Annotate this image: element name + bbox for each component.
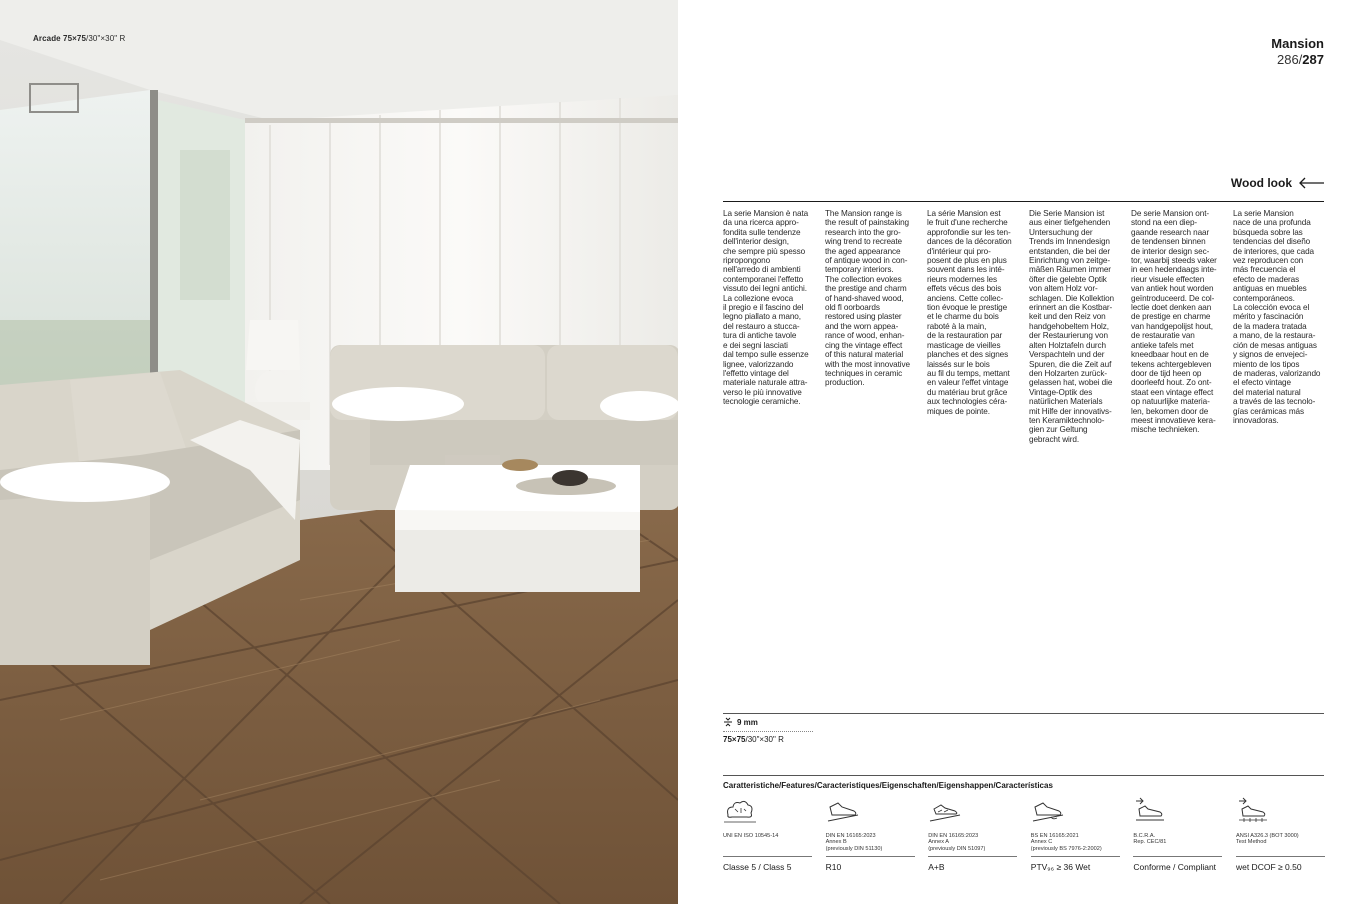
feature-rule — [1133, 856, 1222, 857]
feature-barefoot-slip — [928, 795, 1017, 875]
photo-caption — [33, 34, 125, 43]
feature-value: Classe 5 / Class 5 — [723, 862, 792, 872]
feature-rule — [723, 856, 812, 857]
description-es: La serie Mansion nace de una profunda búsqueda sobre las tendencias del diseño de interiores, que cada vez reproducen con más frecuencia el efecto de maderas antiguas en muebles contemporáneos. La colección evoca el mérito y fascinación de la madera tratada a mano, de la restaura- ción de mesas antiguas y signos de envejeci- miento de los tipos de maderas, valorizando el efecto vintage del material natural a través de las tecnolo- gías cerámicas más innovadoras. — [1233, 209, 1321, 425]
size-rest: /30"×30" R — [745, 735, 784, 744]
feature-value: PTV₉₆ ≥ 36 Wet — [1030, 862, 1091, 872]
shoe-slip-icon — [826, 795, 860, 825]
thickness-value: 9 mm — [737, 717, 758, 727]
feature-standard: B.C.R.A. Rep. CEC/81 — [1133, 833, 1167, 846]
feature-standard: UNI EN ISO 10545-14 — [723, 833, 779, 839]
barefoot-slip-icon — [928, 795, 962, 825]
feature-shoe-slip — [826, 795, 915, 875]
thickness-icon — [723, 717, 733, 727]
description-it: La serie Mansion è nata da una ricerca appro- fondita sulle tendenze dell'interior design, che sempre più spesso ripropongono nell'arredo di ambienti contemporanei l'effetto vissuto dei legni antichi. La collezione evoca il pregio e il fascino del legno piallato a mano, del restauro a stucca- tura di antiche tavole e dei segni lasciati dal tempo sulle essenze lignee, valorizzando l'effetto vintage del materiale naturale attra- verso le più innovative tecnologie ceramiche. — [723, 209, 809, 407]
feature-standard: BS EN 16165:2021 Annex C (previously BS 7976-2:2002) — [1030, 833, 1102, 852]
page-numbers — [1271, 52, 1324, 67]
feature-standard: DIN EN 16165:2023 Annex A (previously DIN 51097) — [928, 833, 986, 852]
brand-block — [1271, 36, 1324, 67]
features-title: Caratteristiche/Features/Caracteristiques/Eigenschaften/Eigenshappen/Características — [723, 781, 1053, 790]
dcof-shoe-icon — [1236, 795, 1270, 825]
dotted-divider — [723, 731, 813, 732]
feature-rule — [1031, 856, 1120, 857]
description-nl: De serie Mansion ont- stond na een diep- gaande research naar de tendensen binnen de interior design sec- tor, waarbij steeds vaker in een hedendaags inte- rieur visuele effecten van antiek hout worden geïntroduceerd. De col- lectie doet denken aan de prestige en charme van handgepolijst hout, de restauratie van antieke tafels met kneedbaar hout en de tekens achtergebleven door de tijd heen op doorleefd hout. Zo ont- staat een vintage effect op natuurlijke materia- len, bekomen door de meest innovatieve kera- mische technieken. — [1131, 209, 1217, 435]
feature-standard: ANSI A326.3 (BOT 3000) Test Method — [1235, 833, 1299, 846]
feature-value: Conforme / Compliant — [1133, 862, 1217, 872]
description-en: The Mansion range is the result of painstaking research into the gro- wing trend to recreate the aged appearance of antique wood in con- temporary interiors. The collection evokes the prestige and charm of hand-shaved wood, old fl oorboards restored using plaster and the worn appea- rance of wood, enhan- cing the vintage effect of this natural material with the most innovative techniques in ceramic production. — [825, 209, 910, 388]
page-right-number: 287 — [1302, 52, 1324, 67]
arrow-left-icon — [1298, 177, 1324, 189]
right-page — [678, 0, 1356, 904]
feature-rule — [928, 856, 1017, 857]
size-spec — [723, 735, 784, 744]
bcra-shoe-icon — [1133, 795, 1167, 825]
feature-dcof — [1236, 795, 1325, 875]
feature-standard: DIN EN 16165:2023 Annex B (previously DIN 51130) — [825, 833, 883, 852]
features-rule — [723, 775, 1324, 776]
section-header — [1231, 176, 1324, 190]
feature-rule — [826, 856, 915, 857]
feature-value: R10 — [825, 862, 842, 872]
header-rule — [723, 201, 1324, 202]
description-de: Die Serie Mansion ist aus einer tiefgehenden Untersuchung der Trends im Innendesign entstanden, die bei der Einrichtung von zeitge- mäßen Räumen immer öfter die gelebte Optik von altem Holz vor- schlagen. Die Kollektion erinnert an die Kostbar- keit und den Reiz von handgehobeltem Holz, der Restaurierung von alten Holztafeln durch Verspachteln und der Spuren, die die Zeit auf den Holzarten zurück- gelassen hat, wobei die Vintage-Optik des natürlichen Materials mit Hilfe der innovativs- ten Keramiktechnolo- gien zur Geltung gebracht wird. — [1029, 209, 1114, 444]
specs-rule — [723, 713, 1324, 714]
description-columns — [723, 209, 1325, 444]
feature-bcra — [1133, 795, 1222, 875]
page-left: 286/ — [1276, 52, 1303, 67]
feature-value: wet DCOF ≥ 0.50 — [1235, 862, 1302, 872]
description-fr: La série Mansion est le fruit d'une recherche approfondie sur les ten- dances de la décoration d'intérieur qui pro- posent de plus en plus souvent dans les inté- rieurs modernes les effets vécus des bois anciens. Cette collec- tion évoque le prestige et le charme du bois raboté à la main, de la restauration par masticage de vieilles planches et des signes laissés sur le bois au fil du temps, mettant en valeur l'effet vintage du matériau brut grâce aux technologies céra- miques de pointe. — [927, 209, 1012, 416]
collection-title: Mansion — [1271, 36, 1324, 51]
feature-pendulum — [1031, 795, 1120, 875]
features-row — [723, 795, 1325, 875]
section-label: Wood look — [1230, 176, 1292, 190]
caption-product: Arcade 75×75 — [33, 34, 87, 43]
feature-rule — [1236, 856, 1325, 857]
feature-value: A+B — [928, 862, 945, 872]
pendulum-test-icon — [1031, 795, 1065, 825]
caption-size: /30"×30" R — [86, 34, 126, 43]
feature-frost — [723, 795, 812, 875]
frost-resistance-icon — [723, 795, 757, 825]
thickness-spec — [723, 717, 758, 727]
size-bold: 75×75 — [723, 735, 746, 744]
